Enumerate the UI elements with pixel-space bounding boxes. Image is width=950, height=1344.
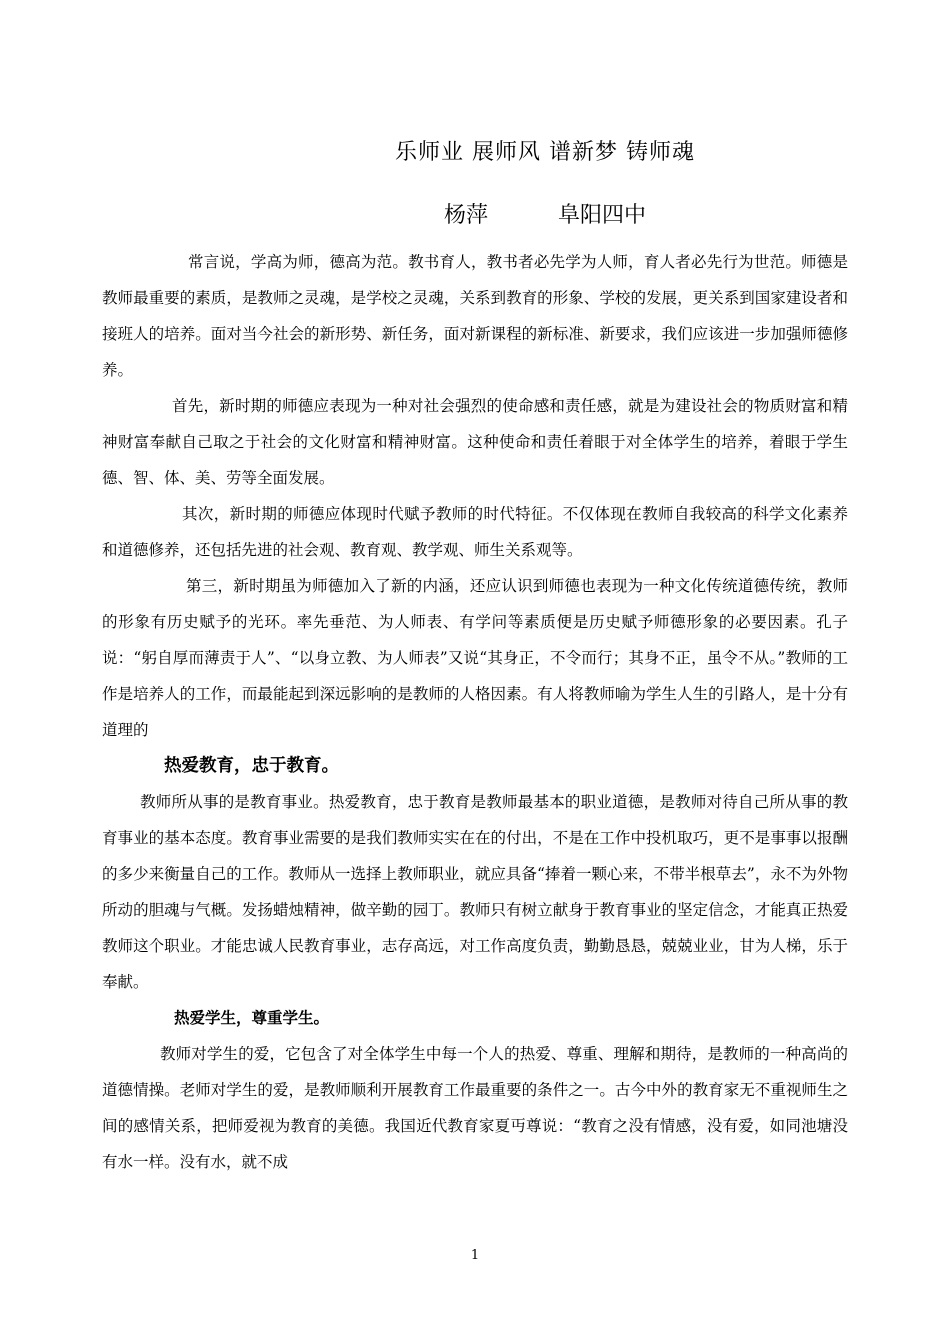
paragraph-intro: 常言说，学高为师，德高为范。教书育人，教书者必先学为人师，育人者必先行为世范。师德是教师最重要的素质，是教师之灵魂，是学校之灵魂，关系到教育的形象、学校的发展，更关系到国家建设者和接班人的培养。面对当今社会的新形势、新任务，面对新课程的新标准、新要求，我们应该进一步加强师德修养。 (102, 253, 848, 379)
document-body (102, 244, 848, 1180)
paragraph-first: 首先，新时期的师德应表现为一种对社会强烈的使命感和责任感，就是为建设社会的物质财富和精神财富奉献自己取之于社会的文化财富和精神财富。这种使命和责任着眼于对全体学生的培养，着眼于学生德、智、体、美、劳等全面发展。 (102, 397, 848, 487)
paragraph-love-education: 教师所从事的是教育事业。热爱教育，忠于教育是教师最基本的职业道德，是教师对待自己所从事的教育事业的基本态度。教育事业需要的是我们教师实实在在的付出，不是在工作中投机取巧，更不是事事以报酬的多少来衡量自己的工作。教师从一选择上教师职业，就应具备“捧着一颗心来，不带半根草去”，永不为外物所动的胆魂与气概。发扬蜡烛精神，做辛勤的园丁。教师只有树立献身于教育事业的坚定信念，才能真正热爱教师这个职业。才能忠诚人民教育事业，志存高远，对工作高度负责，勤勤恳恳，兢兢业业，甘为人梯，乐于奉献。 (102, 793, 848, 991)
document-title: 乐师业 展师风 谱新梦 铸师魂 (395, 140, 695, 165)
section-heading-love-education: 热爱教育，忠于教育。 (164, 756, 339, 776)
school-name: 阜阳四中 (558, 203, 647, 228)
section-heading-love-students: 热爱学生，尊重学生。 (174, 1009, 330, 1027)
page-number: 1 (470, 1248, 480, 1263)
byline (0, 198, 950, 229)
paragraph-love-students: 教师对学生的爱，它包含了对全体学生中每一个人的热爱、尊重、理解和期待，是教师的一种高尚的道德情操。老师对学生的爱，是教师顺利开展教育工作最重要的条件之一。古今中外的教育家无不重视师生之间的感情关系，把师爱视为教育的美德。我国近代教育家夏丏尊说：“教育之没有情感，没有爱，如同池塘没有水一样。没有水，就不成 (102, 1045, 848, 1171)
paragraph-second: 其次，新时期的师德应体现时代赋予教师的时代特征。不仅体现在教师自我较高的科学文化素养和道德修养，还包括先进的社会观、教育观、教学观、师生关系观等。 (102, 505, 848, 559)
author-name: 杨萍 (443, 203, 488, 228)
paragraph-third: 第三，新时期虽为师德加入了新的内涵，还应认识到师德也表现为一种文化传统道德传统，教师的形象有历史赋予的光环。率先垂范、为人师表、有学问等素质便是历史赋予师德形象的必要因素。孔子说：“躬自厚而薄责于人”、“以身立教、为人师表”又说“其身正，不令而行；其身不正，虽令不从。”教师的工作是培养人的工作，而最能起到深远影响的是教师的人格因素。有人将教师喻为学生人生的引路人，是十分有道理的 (102, 577, 848, 739)
